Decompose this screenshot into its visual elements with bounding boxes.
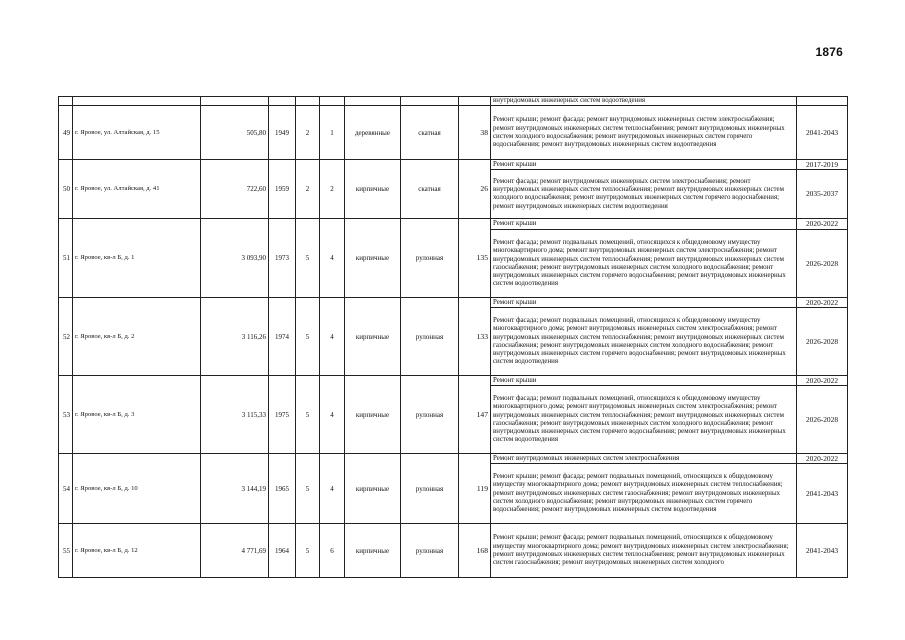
roof-type-cell: рулонная [401,219,459,298]
area-cell: 3 115,33 [201,376,269,454]
address-cell: г. Яровое, кв-л Б, д. 3 [73,376,201,454]
total-cell: 119 [459,454,491,524]
floors-cell: 5 [296,376,320,454]
work-period-cell: 2026-2028 [797,386,848,454]
address-cell: г. Яровое, ул. Алтайская, д. 15 [73,106,201,160]
entrances-cell: 4 [320,219,345,298]
work-description-cell: Ремонт крыши [491,376,797,386]
work-description-cell: Ремонт фасада; ремонт подвальных помещений, относящихся к общедомовому имуществу многоквартирного дома; ремонт внутридомовых инженерных систем электроснабжения; ремонт внутридомовых инженерных систем теплоснабжения; ремонт внутридомовых инженерных систем газоснабжения; ремонт внутридомовых инженерных систем холодного водоснабжения; ремонт внутридомовых инженерных систем горячего водоснабжения; ремонт внутридомовых инженерных систем водоотведения [491,230,797,298]
total-cell: 38 [459,106,491,160]
table-row [59,376,848,386]
address-cell: г. Яровое, кв-л Б, д. 1 [73,219,201,298]
address-cell: г. Яровое, ул. Алтайская, д. 41 [73,160,201,219]
work-description-cell: Ремонт крыши [491,298,797,308]
area-cell: 3 093,90 [201,219,269,298]
entrances-cell: 6 [320,524,345,578]
work-description-cell: Ремонт крыши; ремонт фасада; ремонт внутридомовых инженерных систем электроснабжения; ремонт внутридомовых инженерных систем теплоснабжения; ремонт внутридомовых инженерных систем холодного водоснабжения; ремонт внутридомовых инженерных систем горячего водоснабжения; ремонт внутридомовых инженерных систем водоотведения [491,106,797,160]
work-period-cell: 2026-2028 [797,230,848,298]
roof-type-cell: рулонная [401,298,459,376]
work-period-cell: 2026-2028 [797,308,848,376]
wall-material-cell: кирпичные [345,524,401,578]
work-period-cell: 2041-2043 [797,464,848,524]
work-description-cell: Ремонт крыши [491,160,797,170]
table-row [59,524,848,578]
area-cell: 505,80 [201,106,269,160]
floors-cell: 2 [296,106,320,160]
housing-repair-table [58,96,848,578]
area-cell: 3 144,19 [201,454,269,524]
page-number: 1876 [815,45,843,59]
table-row [59,160,848,170]
year-built-cell: 1974 [269,298,296,376]
roof-type-cell: рулонная [401,524,459,578]
entrances-cell: 2 [320,160,345,219]
roof-type-cell: рулонная [401,454,459,524]
address-cell: г. Яровое, кв-л Б, д. 12 [73,524,201,578]
total-cell: 168 [459,524,491,578]
area-cell: 3 116,26 [201,298,269,376]
entrances-cell: 4 [320,298,345,376]
entrances-cell: 4 [320,454,345,524]
area-cell: 722,60 [201,160,269,219]
year-built-cell: 1949 [269,106,296,160]
table-row [59,106,848,160]
address-cell: г. Яровое, кв-л Б, д. 2 [73,298,201,376]
row-number-cell: 51 [59,219,73,298]
work-period-cell: 2020-2022 [797,219,848,230]
floors-cell: 5 [296,454,320,524]
entrances-cell: 4 [320,376,345,454]
work-description-cell: Ремонт фасада; ремонт подвальных помещений, относящихся к общедомовому имуществу многоквартирного дома; ремонт внутридомовых инженерных систем электроснабжения; ремонт внутридомовых инженерных систем теплоснабжения; ремонт внутридомовых инженерных систем газоснабжения; ремонт внутридомовых инженерных систем холодного водоснабжения; ремонт внутридомовых инженерных систем горячего водоснабжения; ремонт внутридомовых инженерных систем водоотведения [491,308,797,376]
wall-material-cell: кирпичные [345,376,401,454]
wall-material-cell: кирпичные [345,298,401,376]
work-period-cell: 2041-2043 [797,106,848,160]
work-description-cell: Ремонт крыши; ремонт фасада; ремонт подвальных помещений, относящихся к общедомовому имуществу многоквартирного дома; ремонт внутридомовых инженерных систем электроснабжения; ремонт внутридомовых инженерных систем теплоснабжения; ремонт внутридомовых инженерных систем газоснабжения; ремонт внутридомовых инженерных систем холодного [491,524,797,578]
address-cell: г. Яровое, кв-л Б, д. 10 [73,454,201,524]
row-number-cell: 52 [59,298,73,376]
row-number-cell: 50 [59,160,73,219]
continuation-work-cell: внутридомовых инженерных систем водоотведения [491,97,797,106]
row-number-cell: 55 [59,524,73,578]
row-number-cell: 49 [59,106,73,160]
work-description-cell: Ремонт крыши; ремонт фасада; ремонт подвальных помещений, относящихся к общедомовому имуществу многоквартирного дома; ремонт внутридомовых инженерных систем теплоснабжения; ремонт внутридомовых инженерных систем газоснабжения; ремонт внутридомовых инженерных систем холодного водоснабжения; ремонт внутридомовых инженерных систем горячего водоснабжения; ремонт внутридомовых инженерных систем водоотведения [491,464,797,524]
roof-type-cell: скатная [401,106,459,160]
table-row [59,454,848,464]
work-period-cell: 2017-2019 [797,160,848,170]
total-cell: 133 [459,298,491,376]
row-number-cell: 54 [59,454,73,524]
wall-material-cell: деревянные [345,106,401,160]
roof-type-cell: рулонная [401,376,459,454]
floors-cell: 5 [296,524,320,578]
total-cell: 135 [459,219,491,298]
year-built-cell: 1959 [269,160,296,219]
work-description-cell: Ремонт фасада; ремонт внутридомовых инженерных систем электроснабжения; ремонт внутридомовых инженерных систем теплоснабжения; ремонт внутридомовых инженерных систем холодного водоснабжения; ремонт внутридомовых инженерных систем горячего водоснабжения; ремонт внутридомовых инженерных систем водоотведения [491,170,797,219]
year-built-cell: 1964 [269,524,296,578]
floors-cell: 2 [296,160,320,219]
work-period-cell: 2035-2037 [797,170,848,219]
work-period-cell: 2020-2022 [797,298,848,308]
wall-material-cell: кирпичные [345,160,401,219]
wall-material-cell: кирпичные [345,219,401,298]
table-row [59,219,848,230]
row-number-cell: 53 [59,376,73,454]
area-cell: 4 771,69 [201,524,269,578]
year-built-cell: 1965 [269,454,296,524]
total-cell: 26 [459,160,491,219]
total-cell: 147 [459,376,491,454]
work-period-cell: 2041-2043 [797,524,848,578]
continuation-row [59,97,848,106]
work-description-cell: Ремонт внутридомовых инженерных систем электроснабжения [491,454,797,464]
floors-cell: 5 [296,219,320,298]
roof-type-cell: скатная [401,160,459,219]
entrances-cell: 1 [320,106,345,160]
table-row [59,298,848,308]
year-built-cell: 1975 [269,376,296,454]
work-description-cell: Ремонт фасада; ремонт подвальных помещений, относящихся к общедомовому имуществу многоквартирного дома; ремонт внутридомовых инженерных систем электроснабжения; ремонт внутридомовых инженерных систем теплоснабжения; ремонт внутридомовых инженерных систем газоснабжения; ремонт внутридомовых инженерных систем холодного водоснабжения; ремонт внутридомовых инженерных систем горячего водоснабжения; ремонт внутридомовых инженерных систем водоотведения [491,386,797,454]
work-period-cell: 2020-2022 [797,376,848,386]
floors-cell: 5 [296,298,320,376]
year-built-cell: 1973 [269,219,296,298]
wall-material-cell: кирпичные [345,454,401,524]
work-period-cell: 2020-2022 [797,454,848,464]
work-description-cell: Ремонт крыши [491,219,797,230]
